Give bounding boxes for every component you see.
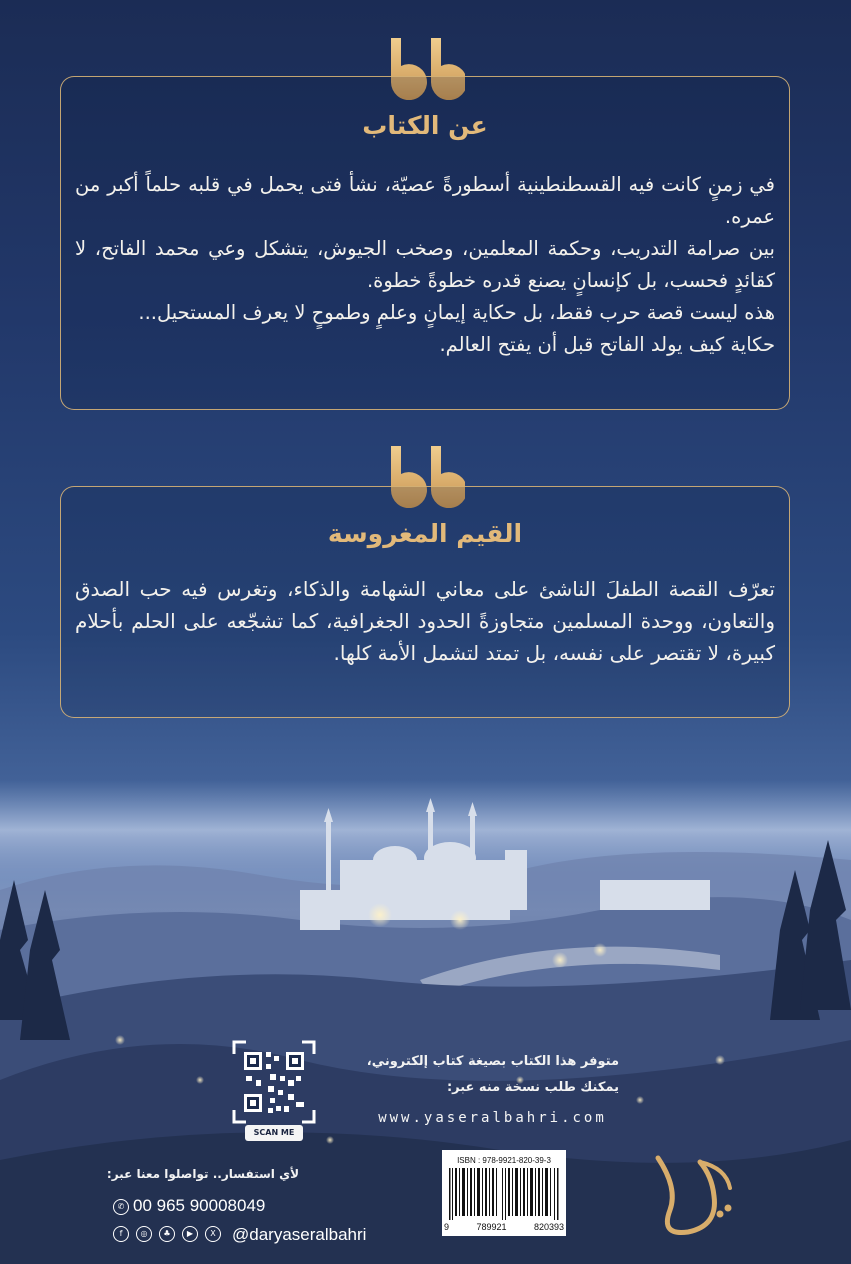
isbn-digit-prefix: 9 bbox=[444, 1222, 450, 1232]
values-text: تعرّف القصة الطفلَ الناشئ على معاني الشهامة والذكاء، وتغرس فيه حب الصدق والتعاون، ووحدة المسلمين متجاوزةً الحدود الجغرافية، كما تشجّعه على الحلم بأحلام كبيرة، لا تقتصر على نفسه، بل تمتد لتشمل الأمة كلها. bbox=[75, 577, 775, 665]
about-book-text bbox=[75, 169, 775, 361]
instagram-icon[interactable]: ◎ bbox=[136, 1226, 152, 1242]
about-book-title: عن الكتاب bbox=[362, 111, 488, 140]
about-paragraph: هذه ليست قصة حرب فقط، بل حكاية إيمانٍ وعلمٍ وطموحٍ لا يعرف المستحيل... bbox=[138, 301, 775, 324]
about-paragraph: في زمنٍ كانت فيه القسطنطينية أسطورةً عصيّة، نشأ فتى يحمل في قلبه حلماً أكبر من عمره. bbox=[75, 173, 775, 228]
x-icon[interactable]: X bbox=[205, 1226, 221, 1242]
facebook-icon[interactable]: f bbox=[113, 1226, 129, 1242]
isbn-barcode bbox=[442, 1150, 566, 1236]
isbn-digits bbox=[444, 1222, 564, 1232]
ebook-info-line2: يمكنك طلب نسخة منه عبر: bbox=[446, 1080, 619, 1095]
values-panel bbox=[60, 486, 790, 718]
contact-prompt: لأي استفسار.. تواصلوا معنا عبر: bbox=[106, 1167, 299, 1181]
about-paragraph: حكاية كيف يولد الفاتح قبل أن يفتح العالم. bbox=[439, 333, 775, 356]
social-handle[interactable]: @daryaseralbahri bbox=[232, 1225, 367, 1244]
isbn-digits-mid: 789921 bbox=[476, 1222, 507, 1232]
barcode-graphic bbox=[449, 1168, 559, 1220]
phone-number[interactable]: 00 965 90008049 bbox=[133, 1196, 266, 1215]
website-link[interactable]: www.yaseralbahri.com bbox=[378, 1110, 607, 1126]
about-book-panel bbox=[60, 76, 790, 410]
qr-code[interactable] bbox=[232, 1040, 316, 1124]
isbn-digits-last: 820393 bbox=[533, 1222, 564, 1232]
youtube-icon[interactable]: ▶ bbox=[182, 1226, 198, 1242]
snapchat-icon[interactable]: ♣ bbox=[159, 1226, 175, 1242]
ebook-info-line1: متوفر هذا الكتاب بصيغة كتاب إلكتروني، bbox=[366, 1054, 619, 1069]
whatsapp-icon[interactable]: ✆ bbox=[113, 1199, 129, 1215]
values-title: القيم المغروسة bbox=[327, 519, 523, 548]
publisher-logo bbox=[648, 1148, 738, 1244]
about-paragraph: بين صرامة التدريب، وحكمة المعلمين، وصخب الجيوش، يتشكل وعي محمد الفاتح، لا كقائدٍ فحسب، بل كإنسانٍ يصنع قدره خطوةً خطوة. bbox=[75, 237, 775, 292]
isbn-label: ISBN : 978-9921-820-39-3 bbox=[457, 1156, 551, 1165]
scan-me-label: SCAN ME bbox=[245, 1125, 303, 1141]
